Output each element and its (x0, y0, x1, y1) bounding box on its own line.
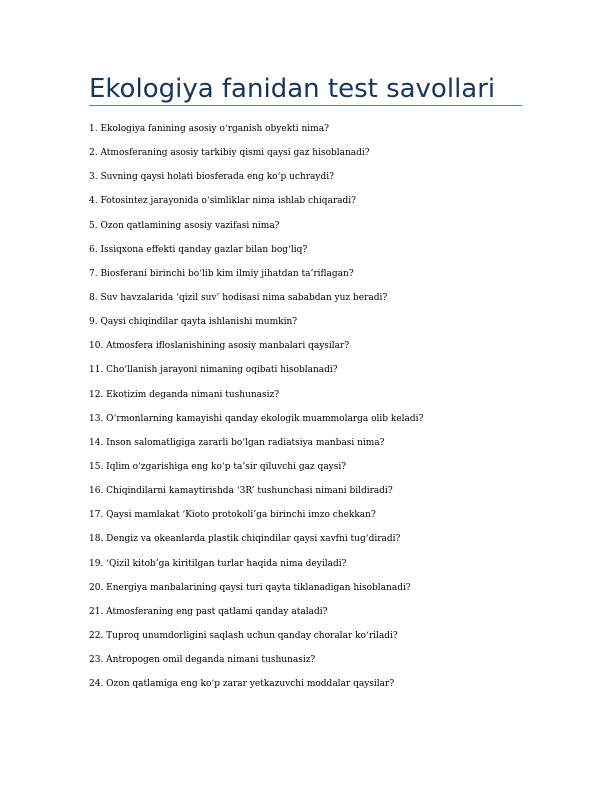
question-item: 4. Fotosintez jarayonida o‘simliklar nima ishlab chiqaradi? (89, 196, 356, 207)
question-item: 2. Atmosferaning asosiy tarkibiy qismi qaysi gaz hisoblanadi? (89, 148, 370, 159)
question-item: 7. Biosferani birinchi bo‘lib kim ilmiy jihatdan ta’riflagan? (89, 268, 354, 279)
question-item: 9. Qaysi chiqindilar qayta ishlanishi mumkin? (89, 317, 298, 328)
question-item: 23. Antropogen omil deganda nimani tushunasiz? (89, 655, 316, 666)
document-title: Ekologiya fanidan test savollari (89, 74, 496, 104)
question-list (89, 122, 529, 701)
question-item: 18. Dengiz va okeanlarda plastik chiqindilar qaysi xavfni tug‘diradi? (89, 534, 401, 545)
question-item: 1. Ekologiya fanining asosiy o‘rganish obyekti nima? (89, 124, 329, 134)
question-item: 12. Ekotizim deganda nimani tushunasiz? (89, 389, 280, 400)
question-item: 17. Qaysi mamlakat ‘Kioto protokoli’ga birinchi imzo chekkan? (89, 510, 376, 521)
question-item: 8. Suv havzalarida ‘qizil suv’ hodisasi nima sababdan yuz beradi? (89, 292, 388, 303)
question-item: 14. Inson salomatligiga zararli bo‘lgan radiatsiya manbasi nima? (89, 437, 385, 448)
question-item: 20. Energiya manbalarining qaysi turi qayta tiklanadigan hisoblanadi? (89, 582, 411, 593)
question-item: 19. ‘Qizil kitob’ga kiritilgan turlar haqida nima deyiladi? (89, 558, 347, 569)
question-item: 5. Ozon qatlamining asosiy vazifasi nima? (89, 220, 280, 231)
question-item: 13. O‘rmonlarning kamayishi qanday ekologik muammolarga olib keladi? (89, 413, 424, 424)
question-item: 24. Ozon qatlamiga eng ko‘p zarar yetkazuvchi moddalar qaysilar? (89, 679, 395, 690)
question-item: 21. Atmosferaning eng past qatlami qanday ataladi? (89, 606, 328, 617)
title-underline-divider (89, 105, 522, 106)
question-item: 10. Atmosfera ifloslanishining asosiy manbalari qaysilar? (89, 341, 350, 352)
question-item: 3. Suvning qaysi holati biosferada eng ko‘p uchraydi? (89, 172, 334, 183)
question-item: 6. Issiqxona effekti qanday gazlar bilan bog‘liq? (89, 244, 308, 255)
question-item: 11. Cho‘llanish jarayoni nimaning oqibati hisoblanadi? (89, 365, 338, 376)
question-item: 22. Tuproq unumdorligini saqlash uchun qanday choralar ko‘riladi? (89, 630, 398, 641)
question-item: 15. Iqlim o‘zgarishiga eng ko‘p ta’sir qiluvchi gaz qaysi? (89, 461, 347, 472)
question-item: 16. Chiqindilarni kamaytirishda ‘3R’ tushunchasi nimani bildiradi? (89, 486, 393, 497)
